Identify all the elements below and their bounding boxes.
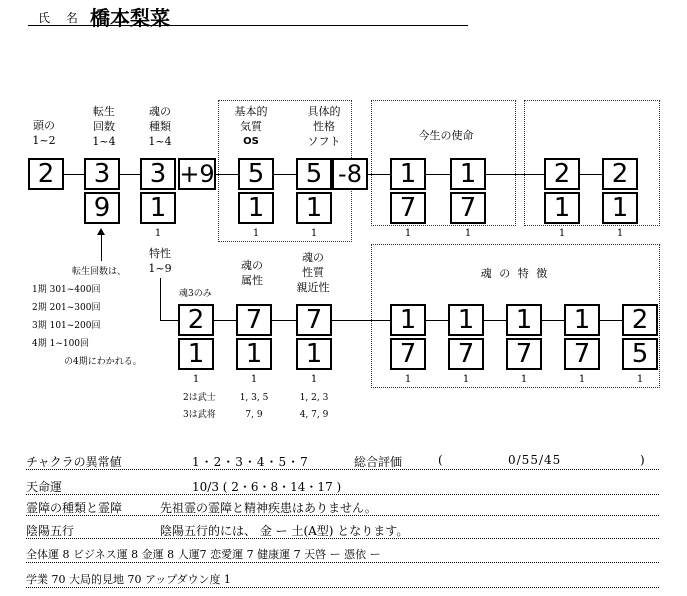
feature-2-top-cell: 1 xyxy=(448,304,484,336)
row2-under-value: 1 xyxy=(310,374,318,385)
soul-attribute-top-cell: 7 xyxy=(236,304,272,336)
attribute-sub-note: 1, 3, 5 xyxy=(239,393,269,403)
mission-2-bottom-cell: 7 xyxy=(450,192,486,224)
row1-line-h xyxy=(580,174,602,175)
row1-under-value: 1 xyxy=(310,228,318,239)
row1-under-value: 1 xyxy=(154,228,162,239)
rebirth-label: 転生 回数 1~4 xyxy=(92,105,116,148)
row1-line-e xyxy=(368,174,390,175)
row2-under-value: 1 xyxy=(520,374,528,385)
row1-line-d xyxy=(274,174,296,175)
concrete-personality-label: 具体的 性格 ソフト xyxy=(307,105,341,148)
soul-plus-cell: +9 xyxy=(179,160,215,188)
feature-5-bottom-cell: 5 xyxy=(622,338,658,370)
feature-4-top-cell: 1 xyxy=(564,304,600,336)
nature-sub-note: 4, 7, 9 xyxy=(299,410,329,420)
rebirth-note-footer: の4期にわかれる。 xyxy=(64,357,142,367)
row2-line-c xyxy=(332,320,390,321)
soul-attribute-label: 魂の 属性 xyxy=(241,259,263,287)
head-cell: 2 xyxy=(28,158,64,190)
attribute-sub-note: 7, 9 xyxy=(245,410,263,420)
trait-top-cell: 2 xyxy=(178,304,214,336)
row1-line-f xyxy=(426,174,450,175)
overall-value: 0/55/45 xyxy=(508,453,562,467)
spirit-label: 霊障の種類と霊障 xyxy=(26,501,123,515)
mission-1-bottom-cell: 7 xyxy=(390,192,426,224)
row1-under-value: 1 xyxy=(252,228,260,239)
row2-line-b xyxy=(272,320,296,321)
chakra-value: 1・2・3・4・5・7 xyxy=(192,455,309,469)
extra-1-bottom-cell: 1 xyxy=(544,192,580,224)
trait-bottom-cell: 1 xyxy=(178,338,214,370)
rebirth-note-line: 3期 101~200回 xyxy=(32,321,101,331)
feature-1-top-cell: 1 xyxy=(390,304,426,336)
spirit-row xyxy=(26,497,659,516)
overall-close: ) xyxy=(640,453,645,467)
row2-under-value: 1 xyxy=(636,374,644,385)
yinyang-label: 陰陽五行 xyxy=(26,524,75,538)
trait-label: 特性 1~9 xyxy=(148,247,172,275)
spirit-value: 先祖霊の霊障と精神疾患はありません。 xyxy=(160,501,377,515)
concrete-bottom-cell: 1 xyxy=(296,192,332,224)
row1-line-g xyxy=(486,174,544,175)
life-mission-label: 今生の使命 xyxy=(418,129,474,142)
row1-under-value: 1 xyxy=(464,228,472,239)
trait-connector-v xyxy=(160,278,161,320)
feature-2-bottom-cell: 7 xyxy=(448,338,484,370)
soul-nature-top-cell: 7 xyxy=(296,304,332,336)
trait-sub-note: 2は武士 xyxy=(183,393,216,403)
soul-features-label: 魂 の 特 徴 xyxy=(480,267,550,280)
row2-line-e xyxy=(484,320,506,321)
row1-line-a xyxy=(64,174,84,175)
study-row xyxy=(26,569,659,588)
person-name: 橋本梨菜 xyxy=(90,6,170,30)
soul-attribute-bottom-cell: 1 xyxy=(236,338,272,370)
header-underline xyxy=(28,25,468,26)
rebirth-arrow-head xyxy=(97,228,105,235)
soul-type-label: 魂の 種類 1~4 xyxy=(148,105,172,148)
fortune-line: 全体運 8 ビジネス運 8 金運 8 人運7 恋愛運 7 健康運 7 天啓 ー 憑依 ー xyxy=(26,548,381,561)
yinyang-value: 陰陽五行的には、 金 ー 土(A型) となります。 xyxy=(160,524,409,538)
feature-3-bottom-cell: 7 xyxy=(506,338,542,370)
row2-line-g xyxy=(600,320,622,321)
mission-2-top-cell: 1 xyxy=(450,158,486,190)
soul3-only-label: 魂3のみ xyxy=(179,289,212,299)
extra-2-top-cell: 2 xyxy=(602,158,638,190)
rebirth-note-title: 転生回数は、 xyxy=(72,267,127,277)
head-label: 頭の 1~2 xyxy=(32,119,56,147)
extra-2-bottom-cell: 1 xyxy=(602,192,638,224)
feature-1-bottom-cell: 7 xyxy=(390,338,426,370)
soul-nature-bottom-cell: 1 xyxy=(296,338,332,370)
overall-open: ( xyxy=(438,453,443,467)
name-label: 氏 名 xyxy=(38,11,84,25)
study-line: 学業 70 大局的見地 70 アップダウン度 1 xyxy=(26,573,231,586)
basic-bottom-cell: 1 xyxy=(238,192,274,224)
row2-under-value: 1 xyxy=(578,374,586,385)
concrete-top-cell: 5 xyxy=(296,158,332,190)
rebirth-bottom-cell: 9 xyxy=(84,192,120,224)
row2-line-f xyxy=(542,320,564,321)
rebirth-note-line: 4期 1~100回 xyxy=(32,339,90,349)
row1-under-value: 1 xyxy=(404,228,412,239)
basic-top-cell: 5 xyxy=(238,158,274,190)
row1-line-b xyxy=(120,174,140,175)
soul-nature-label: 魂の 性質 親近性 xyxy=(296,251,330,294)
feature-5-top-cell: 2 xyxy=(622,304,658,336)
soul-type-top-cell: 3 xyxy=(140,158,176,190)
heaven-row xyxy=(26,476,659,495)
row2-under-value: 1 xyxy=(462,374,470,385)
row1-under-value: 1 xyxy=(616,228,624,239)
heaven-label: 天命運 xyxy=(26,480,63,494)
overall-label: 総合評価 xyxy=(354,455,403,469)
row2-under-value: 1 xyxy=(192,374,200,385)
extra-1-top-cell: 2 xyxy=(544,158,580,190)
rebirth-top-cell: 3 xyxy=(84,158,120,190)
feature-3-top-cell: 1 xyxy=(506,304,542,336)
row2-under-value: 1 xyxy=(250,374,258,385)
row2-line-d xyxy=(426,320,448,321)
basic-temperament-label: 基本的 気質 OS xyxy=(234,105,268,147)
trait-connector-h xyxy=(160,320,178,321)
row1-under-value: 1 xyxy=(558,228,566,239)
feature-4-bottom-cell: 7 xyxy=(564,338,600,370)
rebirth-note-line: 2期 201~300回 xyxy=(32,303,101,313)
mission-1-top-cell: 1 xyxy=(390,158,426,190)
rebirth-note-line: 1期 301~400回 xyxy=(32,285,101,295)
fortune-row xyxy=(26,544,659,563)
trait-sub-note: 3は武将 xyxy=(183,410,216,420)
chakra-row xyxy=(26,451,659,470)
yinyang-row xyxy=(26,520,659,539)
concrete-minus-cell: -8 xyxy=(332,158,368,190)
rebirth-arrow-shaft xyxy=(101,233,102,261)
row2-under-value: 1 xyxy=(404,374,412,385)
heaven-value: 10/3 ( 2・6・8・14・17 ) xyxy=(192,480,342,494)
soul-type-bottom-cell: 1 xyxy=(140,192,176,224)
row1-line-c xyxy=(216,174,238,175)
row2-line-a xyxy=(214,320,236,321)
chakra-label: チャクラの異常値 xyxy=(26,455,122,469)
nature-sub-note: 1, 2, 3 xyxy=(299,393,329,403)
